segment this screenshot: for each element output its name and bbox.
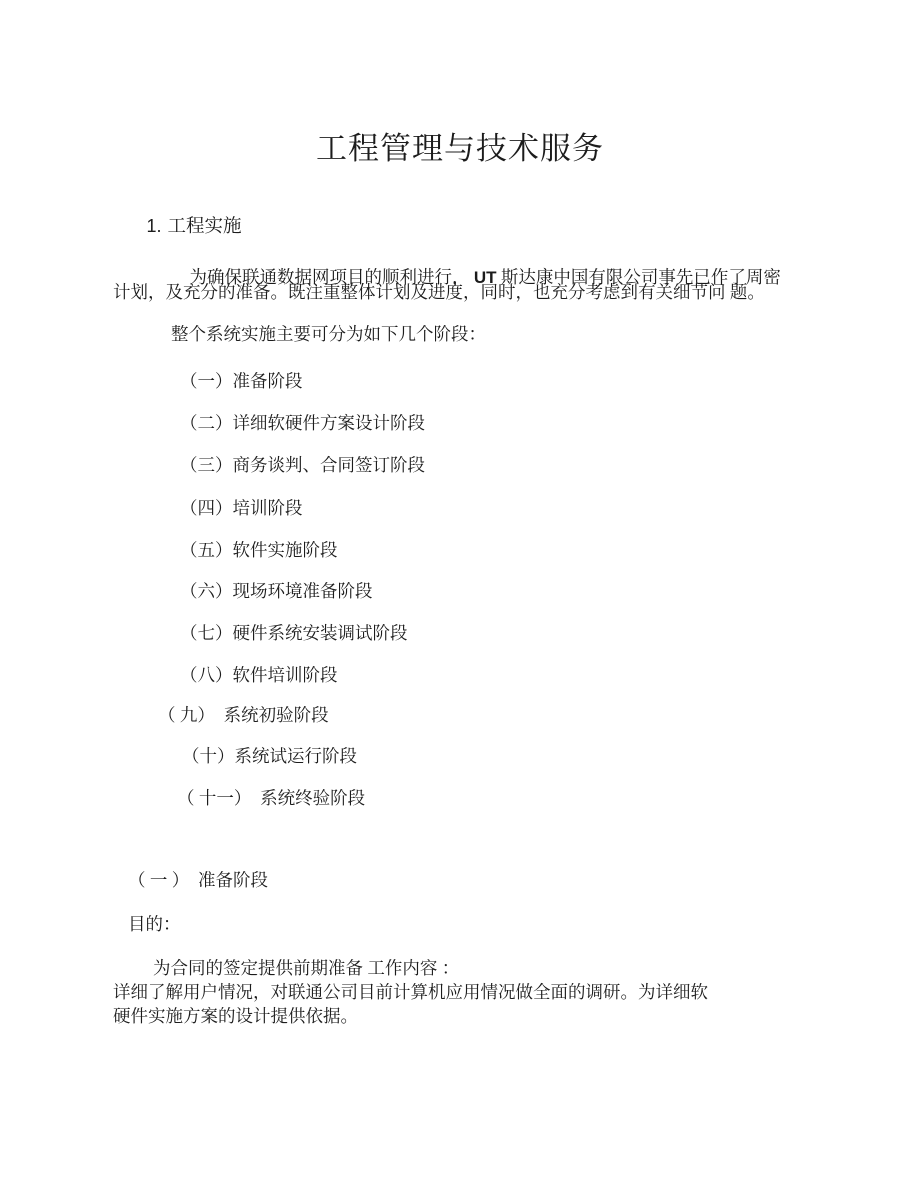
stage-item-5: （五）软件实施阶段 [180,540,338,560]
stage-item-8: （八）软件培训阶段 [180,665,338,685]
work-content-line-3: 硬件实施方案的设计提供依据。 [113,1006,358,1026]
document-title: 工程管理与技术服务 [316,131,604,166]
intro-line-2: 计划，及充分的准备。既注重整体计划及进度，同时，也充分考虑到有关细节问 题。 [113,282,765,302]
stages-lead: 整个系统实施主要可分为如下几个阶段： [171,324,486,344]
work-content-line-2: 详细了解用户情况，对联通公司目前计算机应用情况做全面的调研。为详细软 [113,982,708,1002]
section-title: 工程实施 [167,216,242,237]
stage-item-1: （一）准备阶段 [180,371,303,391]
intro-line-1-post: 斯达康中国有限公司事先已作了周密 [496,266,781,287]
subsection-heading: （ 一 ） 准备阶段 [128,870,268,890]
stage-item-10: （十）系统试运行阶段 [182,746,357,766]
intro-line-1-pre: 为确保联通数据网项目的顺利进行， [189,266,474,287]
stage-item-4: （四）培训阶段 [180,498,303,518]
stage-item-6: （六）现场环境准备阶段 [180,581,373,601]
stage-item-9: （ 九） 系统初验阶段 [158,705,329,725]
brand-name: UT [473,267,497,287]
stage-item-2: （二）详细软硬件方案设计阶段 [180,413,425,433]
stage-item-7: （七）硬件系统安装调试阶段 [180,623,408,643]
section-heading [128,198,242,255]
work-content-line-1: 为合同的签定提供前期准备 工作内容 ： [153,958,460,978]
section-number: 1. [146,215,162,236]
stage-item-11: （ 十一） 系统终验阶段 [177,788,366,808]
purpose-label: 目的： [128,914,181,934]
stage-item-3: （三）商务谈判、合同签订阶段 [180,455,425,475]
